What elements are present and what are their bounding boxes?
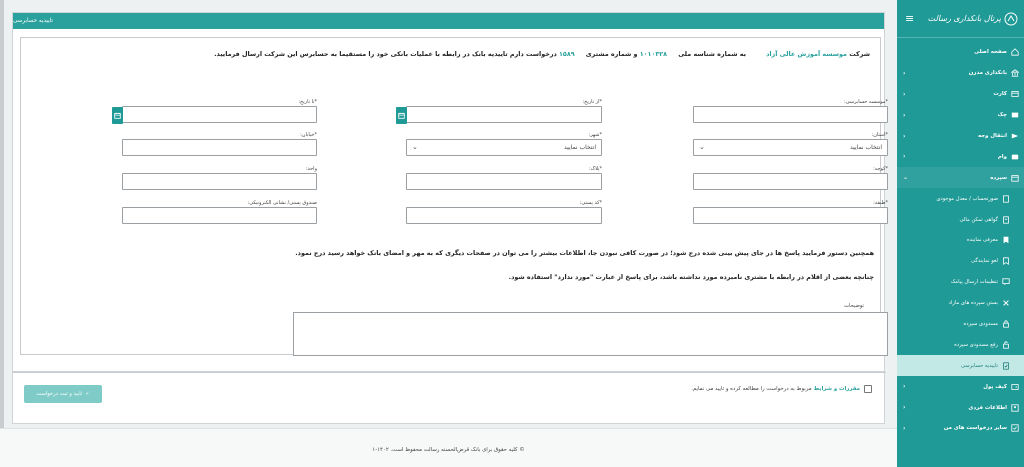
chevron-left-icon: ‹ [903, 153, 906, 161]
alley-input[interactable] [693, 173, 888, 190]
sidebar-item-label: سپرده [990, 174, 1007, 181]
card-icon [1011, 90, 1019, 98]
intro-part-1: شرکت [849, 50, 870, 58]
sidebar-item-loan[interactable] [897, 146, 1024, 167]
unit-label: واحد: [305, 166, 317, 172]
sidebar [897, 0, 1024, 467]
terms-agreement [691, 385, 872, 393]
po-box-label: صندوق پستی/ نشانی الکترونیکی: [247, 200, 317, 206]
certificate-icon [1002, 216, 1010, 224]
checkmark-icon: ✓ [85, 391, 90, 397]
street-input[interactable] [122, 139, 317, 156]
sidebar-item-wallet[interactable] [897, 376, 1024, 397]
postal-code-input[interactable] [406, 207, 602, 224]
audit-firm-label: *موسسه حسابرسی: [844, 99, 888, 105]
sidebar-header [897, 0, 1024, 38]
logo-icon [1004, 12, 1018, 26]
floor-label: *طبقه: [873, 200, 888, 206]
user-icon [1011, 404, 1019, 412]
chevron-left-icon: ‹ [903, 383, 906, 391]
sidebar-item-label: صورتحساب / معدل موجودی [936, 195, 998, 202]
intro-part-2: به شماره شناسه ملی [678, 50, 747, 58]
bank-icon [1011, 69, 1019, 77]
requests-icon [1011, 424, 1019, 432]
to-date-field [122, 98, 317, 123]
unit-input[interactable] [122, 173, 317, 190]
floor-input[interactable] [693, 207, 888, 224]
province-label: *استان: [871, 132, 888, 138]
sidebar-item-label: بانکداری مدرن [968, 70, 1007, 77]
check-icon [1011, 111, 1019, 119]
sidebar-item-label: رفع مسدودی سپرده [954, 341, 998, 348]
sidebar-item-label: تاییدیه حسابرسی [960, 362, 998, 369]
page-title-bar [13, 13, 884, 29]
sidebar-item-label: انتقال وجه [977, 133, 1007, 139]
close-icon [1002, 299, 1010, 307]
audit-request-form [20, 37, 881, 355]
postal-code-label: *کد پستی: [579, 200, 602, 206]
hamburger-menu-icon[interactable]: ≡ [905, 12, 915, 25]
sidebar-item-bank[interactable] [897, 63, 1024, 84]
cancel-agent-icon [1002, 257, 1010, 265]
divider [13, 372, 886, 373]
national-id: ۱۰۱۰۳۲۸ [639, 50, 668, 58]
sidebar-item-transfer[interactable] [897, 126, 1024, 147]
sidebar-item-requests[interactable] [897, 418, 1024, 439]
loan-icon [1011, 153, 1019, 161]
chevron-left-icon: ‹ [903, 90, 906, 98]
sidebar-item-card[interactable] [897, 84, 1024, 105]
to-date-input[interactable] [122, 106, 317, 123]
chevron-down-icon: ⌄ [412, 143, 418, 151]
instruction-line-1: همچنین دستور فرمایید پاسخ ها در جای پیش بینی شده درج شود؛ در صورت کافی نبودن جا، اطلاعات بیشتر را می توان در صفحات دیگری که به مهر و امضای بانک خواهد رسید درج نمود. [295, 249, 874, 257]
sidebar-item-close[interactable] [897, 293, 1024, 314]
terms-checkbox[interactable] [864, 385, 872, 393]
chevron-left-icon: ‹ [903, 424, 906, 432]
terms-text: مربوط به درخواست را مطالعه کرده و تایید می نمایم. [691, 386, 812, 392]
sidebar-item-deposit[interactable] [897, 167, 1024, 188]
city-selected: انتخاب نمایید [563, 144, 596, 151]
chevron-down-icon: ⌄ [903, 174, 909, 182]
city-label: *شهر: [588, 132, 602, 138]
plaque-input[interactable] [406, 173, 602, 190]
intro-part-3: و شماره مشتری [585, 50, 638, 58]
province-field [693, 131, 888, 156]
form-panel [12, 12, 888, 372]
submit-button[interactable] [24, 385, 102, 403]
alley-field [693, 165, 888, 190]
terms-link[interactable]: مقررات و شرایط [813, 386, 860, 392]
sidebar-item-label: سایر درخواست های من [943, 425, 1007, 432]
left-edge-bar [0, 0, 4, 467]
calendar-icon[interactable] [396, 107, 407, 124]
po-box-field [122, 199, 317, 224]
unlock-icon [1002, 341, 1010, 349]
sidebar-item-label: وام [997, 153, 1007, 160]
chevron-left-icon: ‹ [903, 69, 906, 77]
province-selected: انتخاب نمایید [849, 144, 882, 151]
from-date-field [406, 98, 602, 123]
sidebar-item-check[interactable] [897, 105, 1024, 126]
province-select[interactable] [693, 139, 888, 156]
sidebar-item-certificate[interactable] [897, 209, 1024, 230]
sidebar-item-bookmark[interactable] [897, 230, 1024, 251]
lock-icon [1002, 320, 1010, 328]
city-select[interactable] [406, 139, 602, 156]
sidebar-item-label: گواهی تمکن مالی [959, 216, 998, 223]
plaque-label: *پلاک: [588, 166, 602, 172]
postal-code-field [406, 199, 602, 224]
sidebar-item-home[interactable] [897, 42, 1024, 63]
company-name: موسسه آموزش عالی آزاد [766, 50, 848, 58]
sidebar-item-cancel-agent[interactable] [897, 251, 1024, 272]
intro-part-4: درخواست دارم تاییدیه بانک در رابطه با عملیات بانکی خود را مستقیما به حسابرس این شرکت ارسال فرمایید. [214, 50, 557, 58]
street-label: *خیابان: [300, 132, 317, 138]
calendar-icon[interactable] [112, 107, 123, 124]
sidebar-item-lock[interactable] [897, 314, 1024, 335]
alley-label: *کوچه: [873, 166, 888, 172]
transfer-icon [1011, 132, 1019, 140]
action-panel [12, 372, 885, 424]
from-date-input[interactable] [406, 106, 602, 123]
sidebar-item-label: مسدودی سپرده [963, 321, 998, 328]
audit-firm-input[interactable] [693, 106, 888, 123]
sidebar-item-sms[interactable] [897, 272, 1024, 293]
sidebar-item-user[interactable] [897, 397, 1024, 418]
audit-icon [1002, 362, 1010, 370]
footer-copyright: © کلیه حقوق برای بانک قرض‌الحسنه رسالت محفوظ است. ۱۴۰۲-۱ [372, 447, 525, 453]
chevron-left-icon: ‹ [903, 404, 906, 412]
floor-field [693, 199, 888, 224]
sidebar-item-label: کارت [993, 91, 1007, 98]
po-box-input[interactable] [122, 207, 317, 224]
sidebar-menu [897, 38, 1024, 439]
sidebar-item-label: معرفی نماینده [966, 237, 998, 244]
deposit-icon [1011, 174, 1019, 182]
sidebar-item-label: چک [997, 112, 1007, 119]
page-title: تاییدیه حسابرسی [13, 18, 53, 24]
sidebar-item-label: اطلاعات فردی [968, 404, 1007, 411]
chevron-left-icon: ‹ [903, 132, 906, 140]
to-date-label: *تا تاریخ: [298, 99, 317, 105]
unit-field [122, 165, 317, 190]
audit-firm-field [693, 98, 888, 123]
chevron-left-icon: ‹ [903, 111, 906, 119]
instruction-line-2: چنانچه بعضی از اقلام در رابطه با مشتری نامبرده مورد نداشته باشد، برای پاسخ از عبارت "مورد ندارد" استفاده شود. [508, 273, 874, 281]
customer-number: ۱۵۸۹ [559, 50, 575, 58]
sidebar-item-label: تنظیمات ارسال پیامک [950, 279, 998, 286]
from-date-label: *از تاریخ: [582, 99, 602, 105]
plaque-field [406, 165, 602, 190]
home-icon [1011, 48, 1019, 56]
intro-text [30, 50, 870, 58]
chevron-down-icon: ⌄ [699, 143, 705, 151]
bank-logo[interactable] [928, 12, 1018, 26]
statement-icon [1002, 195, 1010, 203]
city-field [406, 131, 602, 156]
logo-text: پرتال بانکداری رسالت [927, 14, 1001, 23]
sms-icon [1002, 278, 1010, 286]
sidebar-item-audit[interactable] [897, 355, 1024, 376]
notes-label: توضیحات [844, 303, 864, 309]
notes-textarea[interactable] [293, 312, 888, 356]
sidebar-item-label: لغو نمایندگی [971, 258, 998, 265]
sidebar-item-label: صفحه اصلی [974, 49, 1007, 56]
bookmark-icon [1002, 236, 1010, 244]
sidebar-item-label: بستن سپرده های مازاد [948, 300, 998, 307]
sidebar-item-unlock[interactable] [897, 334, 1024, 355]
sidebar-item-label: کیف پول [983, 383, 1007, 390]
street-field [122, 131, 317, 156]
submit-label: تایید و ثبت درخواست [36, 391, 83, 397]
wallet-icon [1011, 383, 1019, 391]
sidebar-item-statement[interactable] [897, 188, 1024, 209]
